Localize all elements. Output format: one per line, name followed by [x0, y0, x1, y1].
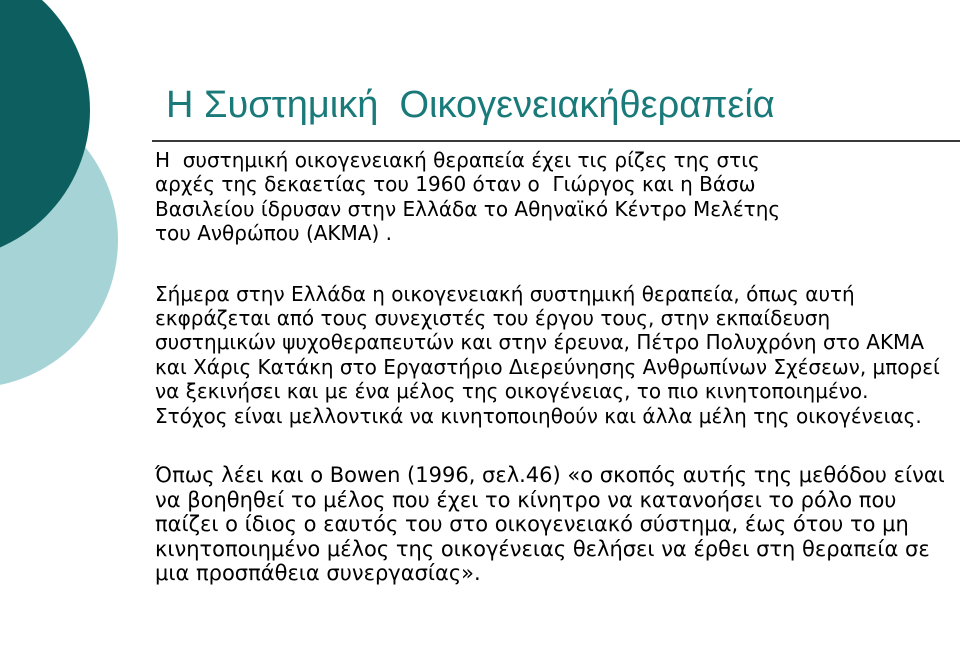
paragraph-history: Η συστημική οικογενειακή θεραπεία έχει τις ρίζες της στις αρχές της δεκαετίας του 1960 όταν ο Γιώργος και η Βάσω Βασιλείου ίδρυσαν στην Ελλάδα το Αθηναϊκό Κέντρο Μελέτης του Ανθρώπου (ΑΚΜΑ) .: [155, 148, 781, 246]
decorative-circles: [0, 0, 140, 659]
title-underline: [152, 140, 960, 142]
slide-body: [155, 148, 945, 586]
paragraph-bowen-quote: Όπως λέει και ο Bowen (1996, σελ.46) «ο σκοπός αυτής της μεθόδου είναι να βοηθηθεί το μέλος που έχει το κίνητρο να κατανοήσει το ρόλο που παίζει ο ίδιος ο εαυτός του στο οικογενειακό σύστημα, έως ότου το μη κινητοποιημένο μέλος της οικογένειας θελήσει να έρθει στη θεραπεία σε μια προσπάθεια συνεργασίας».: [155, 463, 945, 586]
slide-title: Η Συστημική Οικογενειακήθεραπεία: [166, 84, 775, 126]
paragraph-today: Σήμερα στην Ελλάδα η οικογενειακή συστημική θεραπεία, όπως αυτή εκφράζεται από τους συνεχιστές του έργου τους, στην εκπαίδευση συστημικών ψυχοθεραπευτών και στην έρευνα, Πέτρο Πολυχρόνη στο ΑΚΜΑ και Χάρις Κατάκη στο Εργαστήριο Διερεύνησης Ανθρωπίνων Σχέσεων, μπορεί να ξεκινήσει και με ένα μέλος της οικογένειας, το πιο κινητοποιημένο. Στόχος είναι μελλοντικά να κινητοποιηθούν και άλλα μέλη της οικογένειας.: [155, 281, 940, 428]
